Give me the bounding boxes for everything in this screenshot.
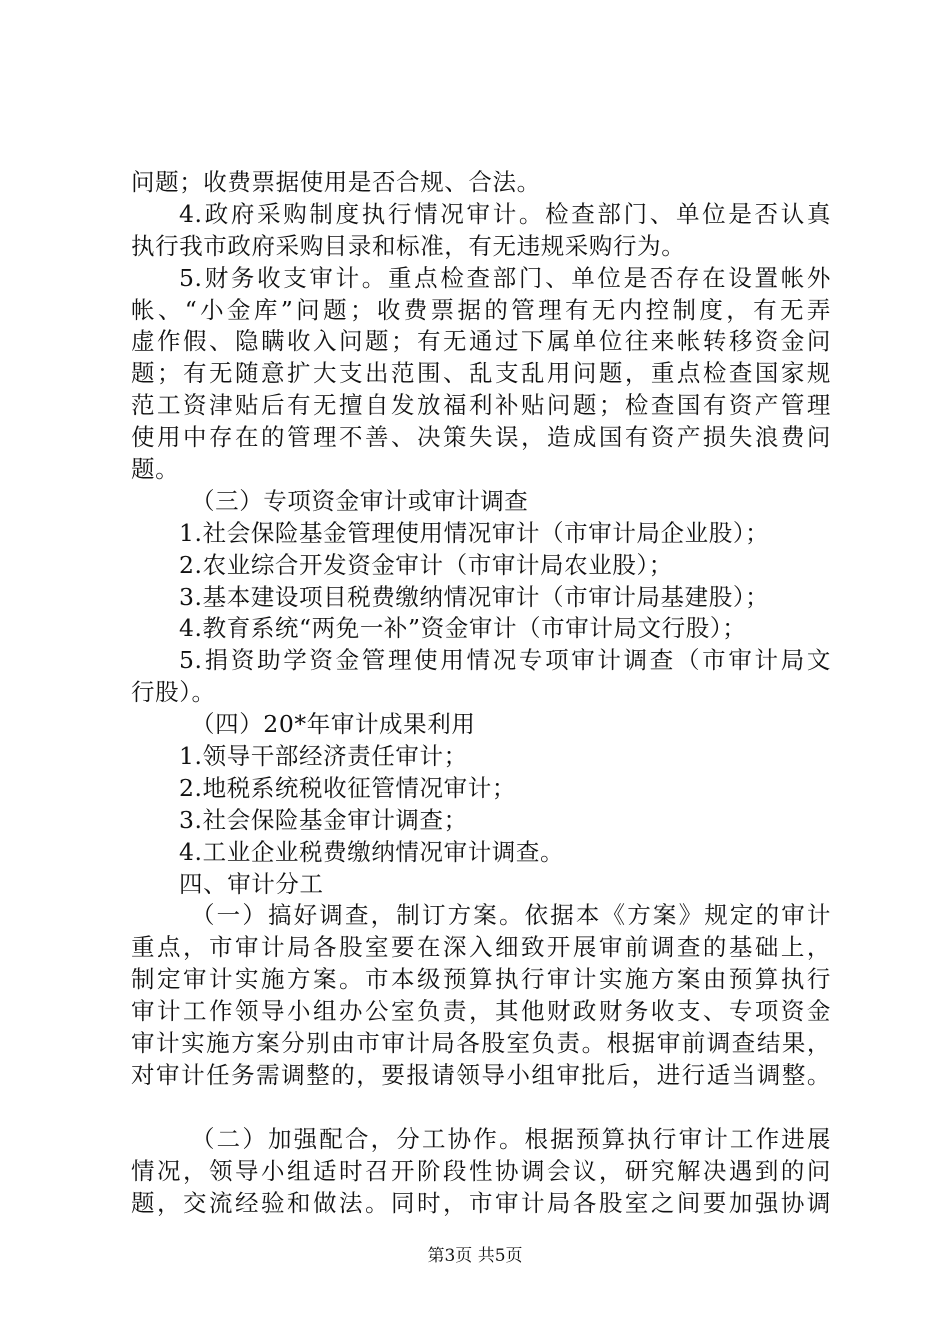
text-line: （四）20*年审计成果利用: [191, 710, 476, 739]
text-line: 3.社会保险基金审计调查；: [179, 805, 468, 834]
text-line: 范工资津贴后有无擅自发放福利补贴问题；检查国有资产管理: [131, 391, 831, 420]
text-line: （一）搞好调查，制订方案。依据本《方案》规定的审计: [191, 901, 831, 930]
text-line: 2.地税系统税收征管情况审计；: [179, 773, 516, 802]
text-line: 制定审计实施方案。市本级预算执行审计实施方案由预算执行: [131, 965, 831, 994]
text-line: 对审计任务需调整的，要报请领导小组审批后，进行适当调整。: [131, 1060, 831, 1089]
text-line: （三）专项资金审计或审计调查: [191, 486, 529, 515]
text-line: 4.政府采购制度执行情况审计。检查部门、单位是否认真: [179, 199, 831, 228]
text-line: 3.基本建设项目税费缴纳情况审计（市审计局基建股）；: [179, 582, 770, 611]
text-line: 虚作假、隐瞒收入问题；有无通过下属单位往来帐转移资金问: [131, 327, 831, 356]
document-body: [131, 167, 831, 1220]
text-line: 2.农业综合开发资金审计（市审计局农业股）；: [179, 550, 673, 579]
text-line: 情况，领导小组适时召开阶段性协调会议，研究解决遇到的问: [131, 1156, 831, 1185]
text-line: [131, 1092, 831, 1124]
page-footer: 第3页 共5页: [427, 1246, 523, 1266]
text-line: 审计工作领导小组办公室负责，其他财政财务收支、专项资金: [131, 997, 831, 1026]
text-line: 重点，市审计局各股室要在深入细致开展审前调查的基础上，: [131, 933, 831, 962]
text-line: （二）加强配合，分工协作。根据预算执行审计工作进展: [191, 1124, 831, 1153]
text-line: 4.教育系统“两免一补”资金审计（市审计局文行股）；: [179, 614, 747, 643]
text-line: 行股）。: [131, 678, 216, 707]
text-line: 帐、“小金库”问题；收费票据的管理有无内控制度，有无弄: [131, 295, 831, 324]
text-line: 5.捐资助学资金管理使用情况专项审计调查（市审计局文: [179, 646, 831, 675]
text-line: 四、审计分工: [179, 869, 324, 898]
text-line: 使用中存在的管理不善、决策失误，造成国有资产损失浪费问: [131, 423, 831, 452]
text-line: 执行我市政府采购目录和标准，有无违规采购行为。: [131, 231, 686, 260]
text-line: 问题；收费票据使用是否合规、合法。: [131, 168, 541, 196]
text-line: 4.工业企业税费缴纳情况审计调查。: [179, 837, 565, 866]
text-line: 5.财务收支审计。重点检查部门、单位是否存在设置帐外: [179, 263, 831, 292]
text-line: 题，交流经验和做法。同时，市审计局各股室之间要加强协调: [131, 1188, 831, 1217]
text-line: 1.社会保险基金管理使用情况审计（市审计局企业股）；: [179, 518, 770, 547]
text-line: 题。: [131, 455, 180, 484]
text-line: 1.领导干部经济责任审计；: [179, 742, 468, 771]
text-line: 题；有无随意扩大支出范围、乱支乱用问题，重点检查国家规: [131, 359, 831, 388]
text-line: 审计实施方案分别由市审计局各股室负责。根据审前调查结果，: [131, 1029, 831, 1058]
